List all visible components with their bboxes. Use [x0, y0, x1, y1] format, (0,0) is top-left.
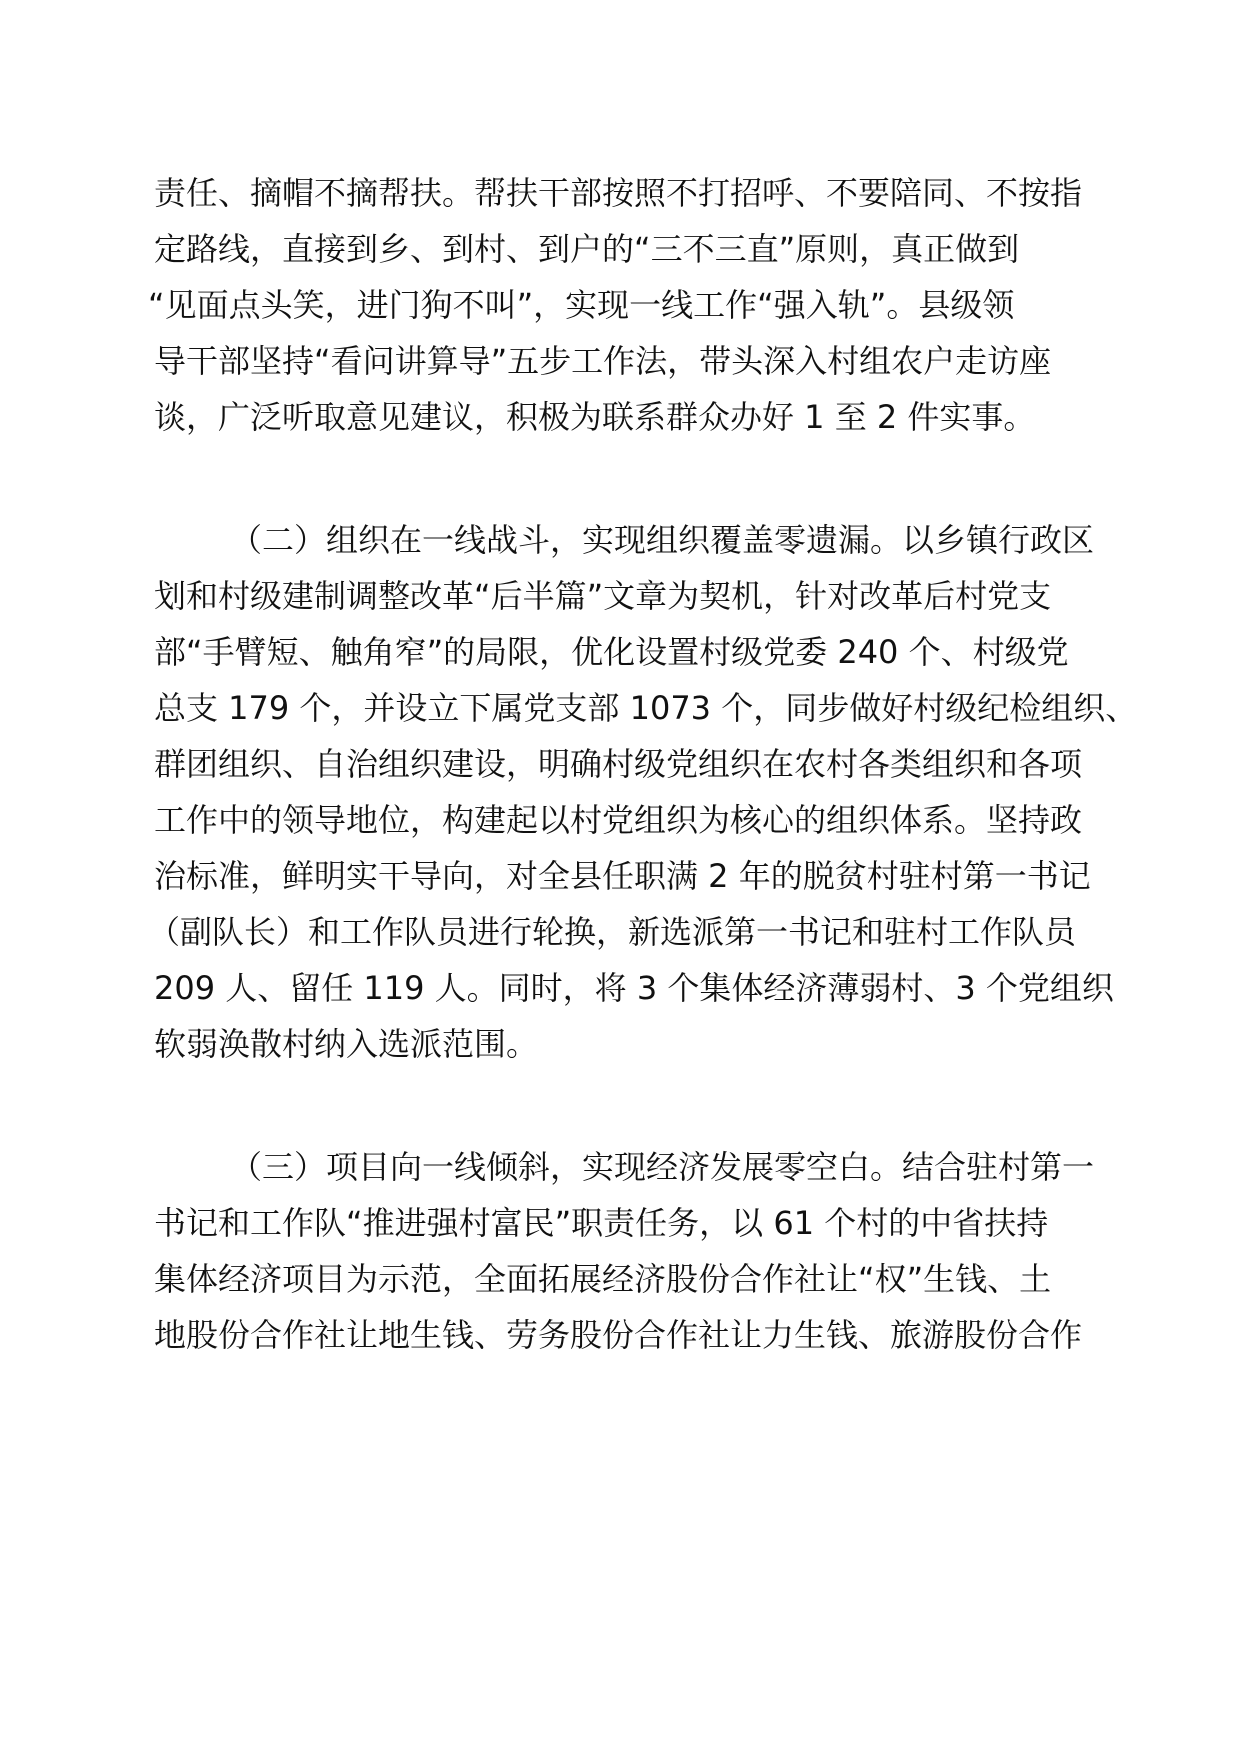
text-line: “见面点头笑，进门狗不叫”，实现一线工作“强入轨”。县级领 [148, 286, 1015, 324]
text-line: 治标准，鲜明实干导向，对全县任职满 2 年的脱贫村驻村第一书记 [154, 857, 1091, 895]
text-line: 谈，广泛听取意见建议，积极为联系群众办好 1 至 2 件实事。 [154, 398, 1036, 436]
text-line: 导干部坚持“看问讲算导”五步工作法，带头深入村组农户走访座 [154, 342, 1052, 380]
text-line: 地股份合作社让地生钱、劳务股份合作社让力生钱、旅游股份合作 [154, 1316, 1083, 1354]
text-line: 总支 179 个，并设立下属党支部 1073 个，同步做好村级纪检组织、 [154, 689, 1138, 727]
section-heading-line: （三）项目向一线倾斜，实现经济发展零空白。结合驻村第一 [230, 1148, 1095, 1186]
text-line: 划和村级建制调整改革“后半篇”文章为契机，针对改革后村党支 [154, 577, 1052, 615]
text-line: 集体经济项目为示范，全面拓展经济股份合作社让“权”生钱、土 [154, 1260, 1052, 1298]
text-line: 软弱涣散村纳入选派范围。 [154, 1025, 539, 1063]
text-line: 定路线，直接到乡、到村、到户的“三不三直”原则，真正做到 [154, 230, 1020, 268]
text-line: 责任、摘帽不摘帮扶。帮扶干部按照不打招呼、不要陪同、不按指 [154, 174, 1083, 212]
text-line: 209 人、留任 119 人。同时，将 3 个集体经济薄弱村、3 个党组织 [154, 969, 1114, 1007]
text-line: （副队长）和工作队员进行轮换，新选派第一书记和驻村工作队员 [148, 913, 1077, 951]
text-line: 书记和工作队“推进强村富民”职责任务，以 61 个村的中省扶持 [154, 1204, 1049, 1242]
text-line: 部“手臂短、触角窄”的局限，优化设置村级党委 240 个、村级党 [154, 633, 1069, 671]
section-heading-line: （二）组织在一线战斗，实现组织覆盖零遗漏。以乡镇行政区 [230, 521, 1095, 559]
text-line: 工作中的领导地位，构建起以村党组织为核心的组织体系。坚持政 [154, 801, 1083, 839]
text-line: 群团组织、自治组织建设，明确村级党组织在农村各类组织和各项 [154, 745, 1083, 783]
